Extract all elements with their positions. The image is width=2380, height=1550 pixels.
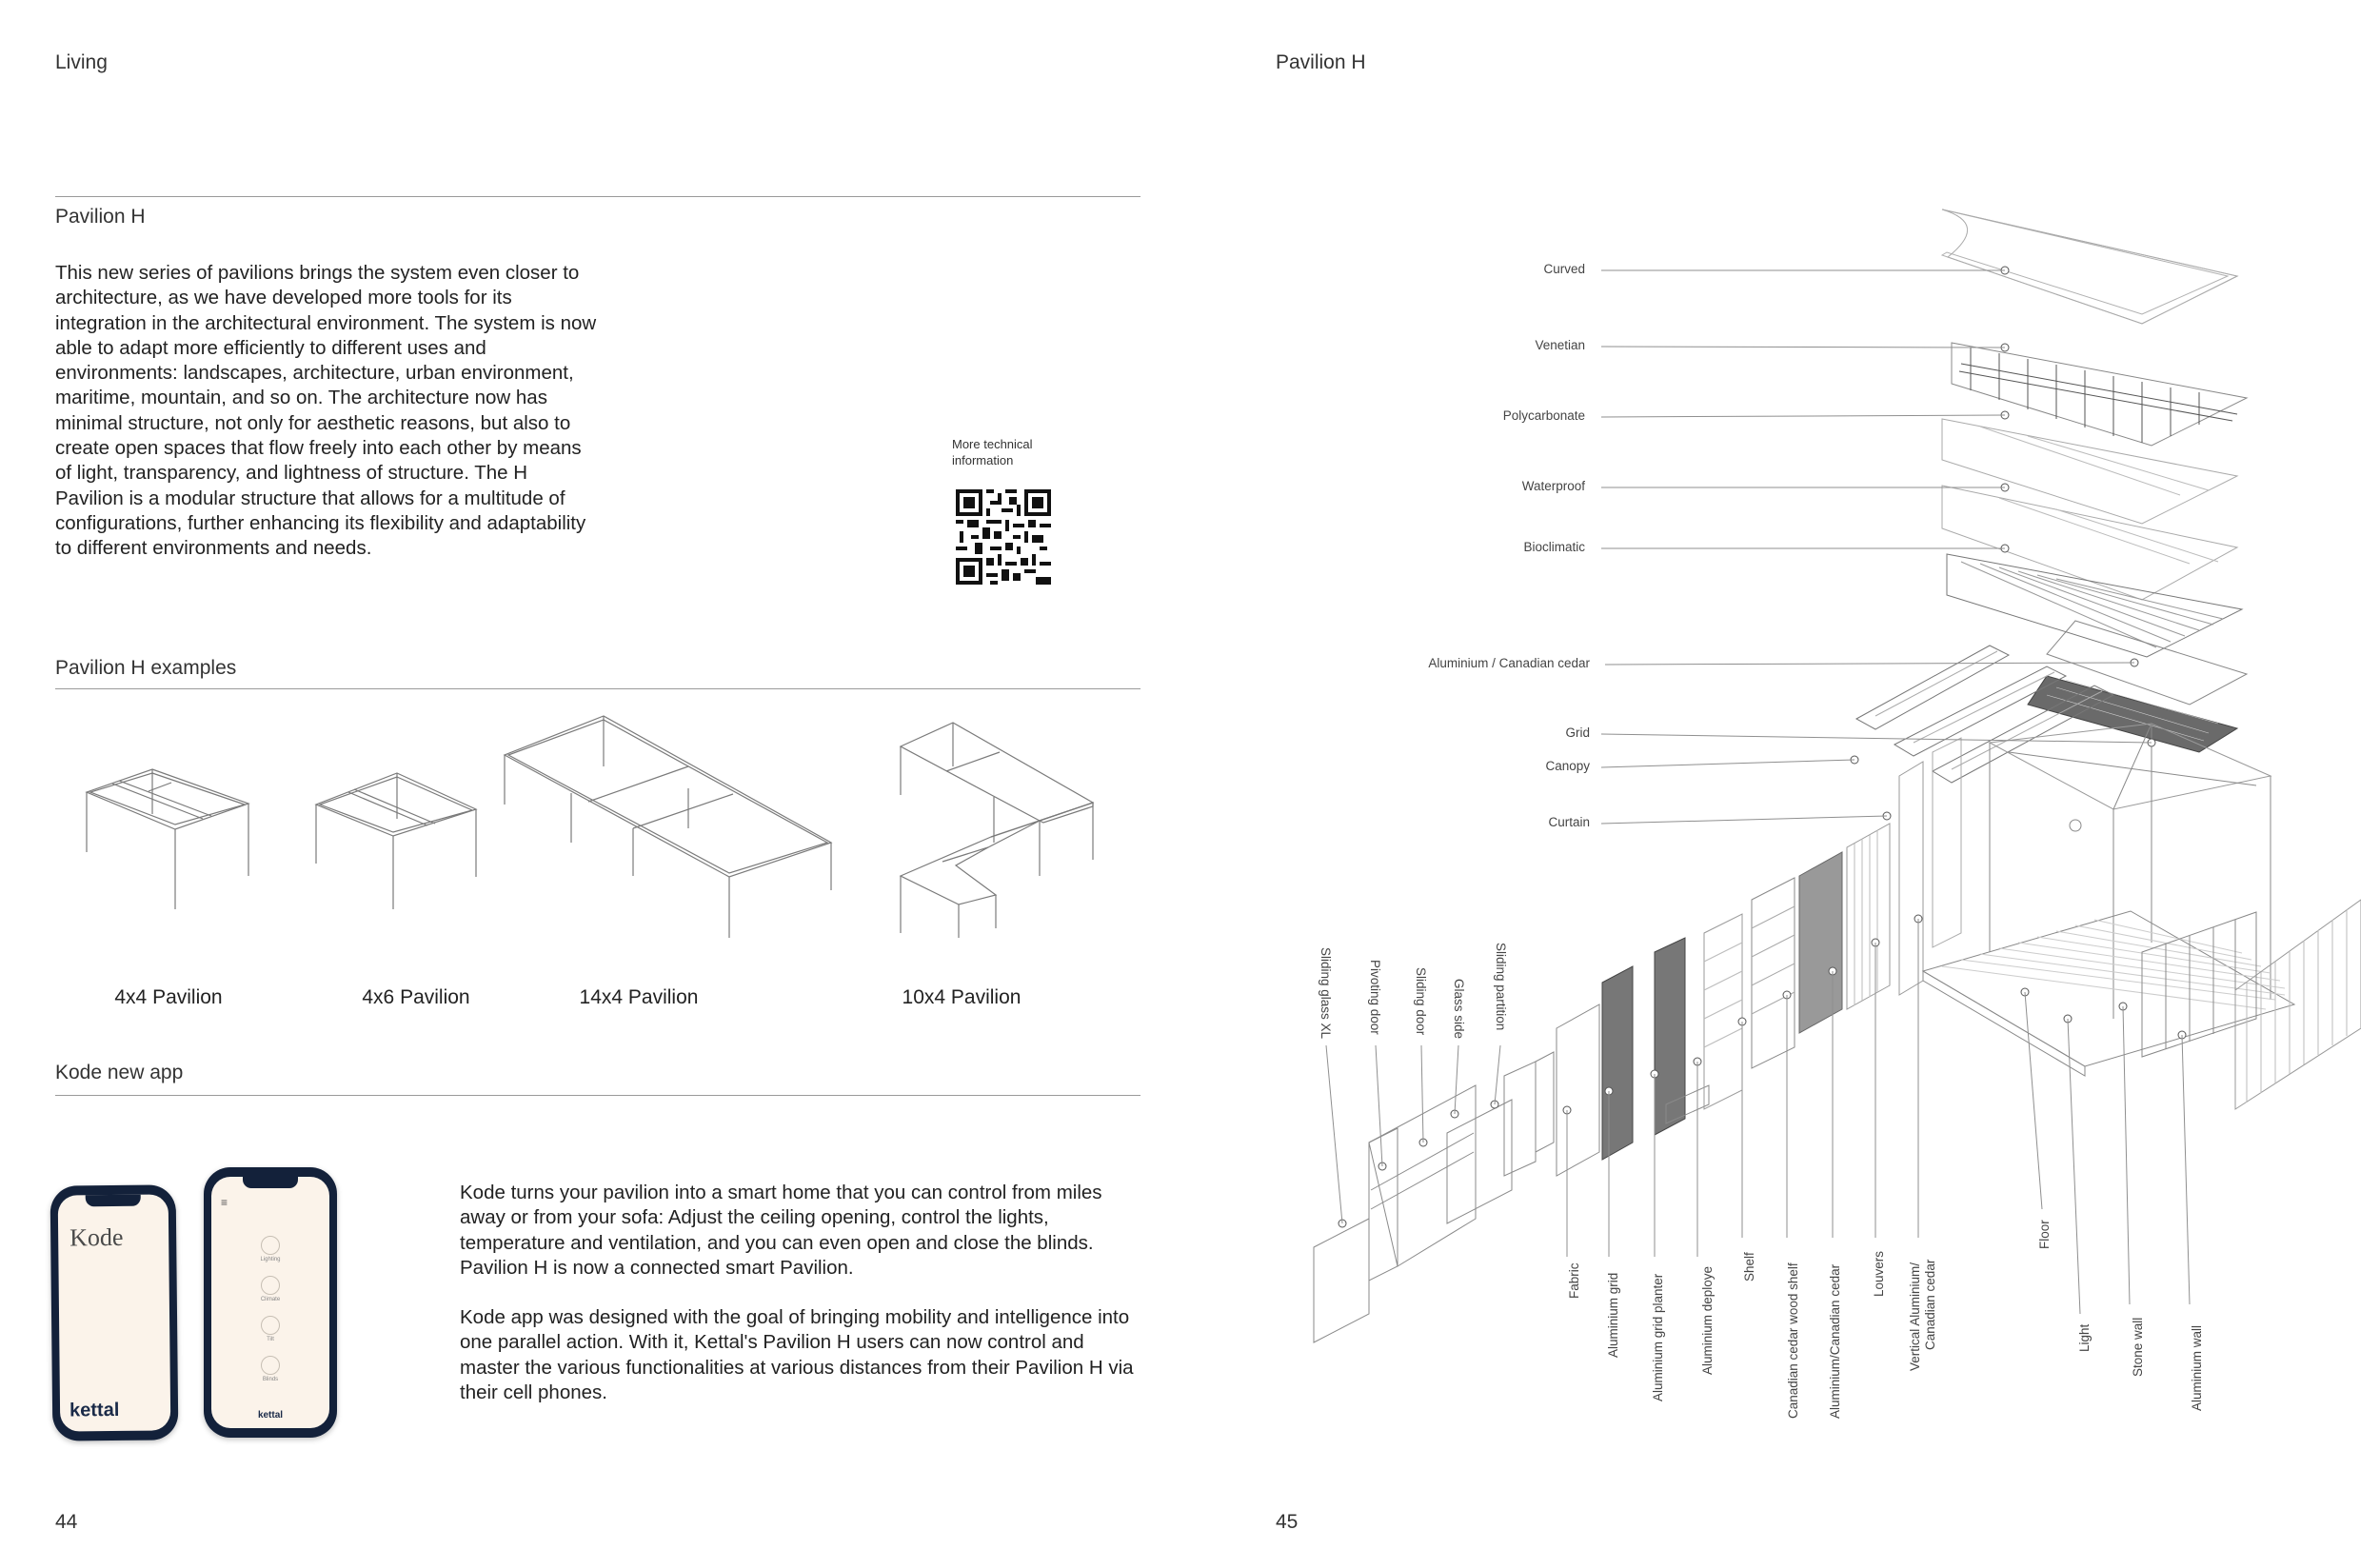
app-menu-label: Blinds bbox=[262, 1377, 279, 1382]
examples-title: Pavilion H examples bbox=[55, 657, 237, 679]
diagram-label: Canadian cedar wood shelf bbox=[1786, 1262, 1800, 1419]
diagram-label: Pivoting door bbox=[1368, 960, 1382, 1035]
kettal-logo: kettal bbox=[69, 1399, 120, 1421]
example-label: 4x4 Pavilion bbox=[114, 986, 223, 1008]
diagram-label: Aluminium wall bbox=[2190, 1324, 2204, 1411]
page-number: 44 bbox=[55, 1511, 78, 1533]
app-paragraph-1: Kode turns your pavilion into a smart home that you can control from miles away or from your sofa: Adjust the ceiling opening, control the lights, temperature and ventilation, and you can even open and close the blinds. Pavilion H is now a connected smart Pavilion. bbox=[460, 1182, 1102, 1279]
diagram-label: Vertical Aluminium/ bbox=[1908, 1262, 1922, 1371]
section-header: Pavilion H bbox=[1276, 51, 1366, 73]
diagram-label: Shelf bbox=[1742, 1252, 1756, 1282]
diagram-label: Aluminium grid bbox=[1606, 1272, 1620, 1358]
diagram-label: Curved bbox=[1543, 262, 1585, 276]
app-title: Kode new app bbox=[55, 1062, 184, 1083]
kode-logo: Kode bbox=[69, 1222, 124, 1252]
diagram-label: Aluminium grid planter bbox=[1651, 1273, 1665, 1401]
section-title: Pavilion H bbox=[55, 206, 146, 228]
diagram-label: Curtain bbox=[1548, 815, 1590, 829]
diagram-label: Stone wall bbox=[2131, 1317, 2145, 1377]
app-menu-label: Lighting bbox=[260, 1257, 281, 1262]
diagram-label: Light bbox=[2077, 1323, 2092, 1352]
diagram-label: Aluminium/Canadian cedar bbox=[1828, 1263, 1842, 1419]
diagram-label: Canopy bbox=[1545, 759, 1590, 773]
diagram-label: Venetian bbox=[1535, 338, 1585, 352]
kettal-logo: kettal bbox=[257, 1410, 284, 1421]
app-menu-label: Tilt bbox=[267, 1337, 274, 1342]
example-label: 10x4 Pavilion bbox=[902, 986, 1021, 1008]
diagram-label: Glass side bbox=[1452, 979, 1466, 1040]
diagram-label: Grid bbox=[1565, 725, 1590, 740]
menu-icon[interactable]: ≡ bbox=[221, 1196, 228, 1209]
diagram-label: Sliding partition bbox=[1494, 943, 1508, 1031]
example-label: 14x4 Pavilion bbox=[579, 986, 699, 1008]
diagram-label: Canadian cedar bbox=[1923, 1259, 1937, 1350]
diagram-label: Aluminium deploye bbox=[1700, 1265, 1715, 1375]
app-menu-label: Climate bbox=[260, 1297, 281, 1302]
diagram-label: Fabric bbox=[1567, 1262, 1581, 1299]
diagram-label: Sliding glass XL bbox=[1319, 947, 1333, 1040]
diagram-label: Louvers bbox=[1872, 1250, 1886, 1297]
diagram-label: Polycarbonate bbox=[1502, 408, 1585, 423]
diagram-label: Waterproof bbox=[1521, 479, 1585, 493]
diagram-label: Aluminium / Canadian cedar bbox=[1428, 656, 1590, 670]
qr-caption: More technical information bbox=[952, 437, 1033, 467]
section-header: Living bbox=[55, 51, 108, 73]
example-label: 4x6 Pavilion bbox=[362, 986, 470, 1008]
intro-paragraph: This new series of pavilions brings the system even closer to architecture, as we have developed more tools for its integration in the architectural environment. The system is now able to adapt more efficiently to different uses and environments: landscapes, architecture, urban environment, maritime, mountain, and so on. The architecture now has minimal structure, not only for aesthetic reasons, but also to create open spaces that flow freely into each other by means of light, transparency, and lightness of structure. The H Pavilion is a modular structure that allows for a multitude of configurations, further enhancing its flexibility and adaptability to different environments and needs. bbox=[55, 262, 597, 560]
diagram-label: Sliding door bbox=[1414, 967, 1428, 1036]
diagram-label: Floor bbox=[2037, 1220, 2052, 1249]
page-number: 45 bbox=[1276, 1511, 1299, 1533]
diagram-label: Bioclimatic bbox=[1523, 540, 1585, 554]
app-paragraph-2: Kode app was designed with the goal of bringing mobility and intelligence into one parallel action. With it, Kettal's Pavilion H users can now control and master the various functionalities at various distances from their Pavilion H via their cell phones. bbox=[460, 1306, 1134, 1403]
